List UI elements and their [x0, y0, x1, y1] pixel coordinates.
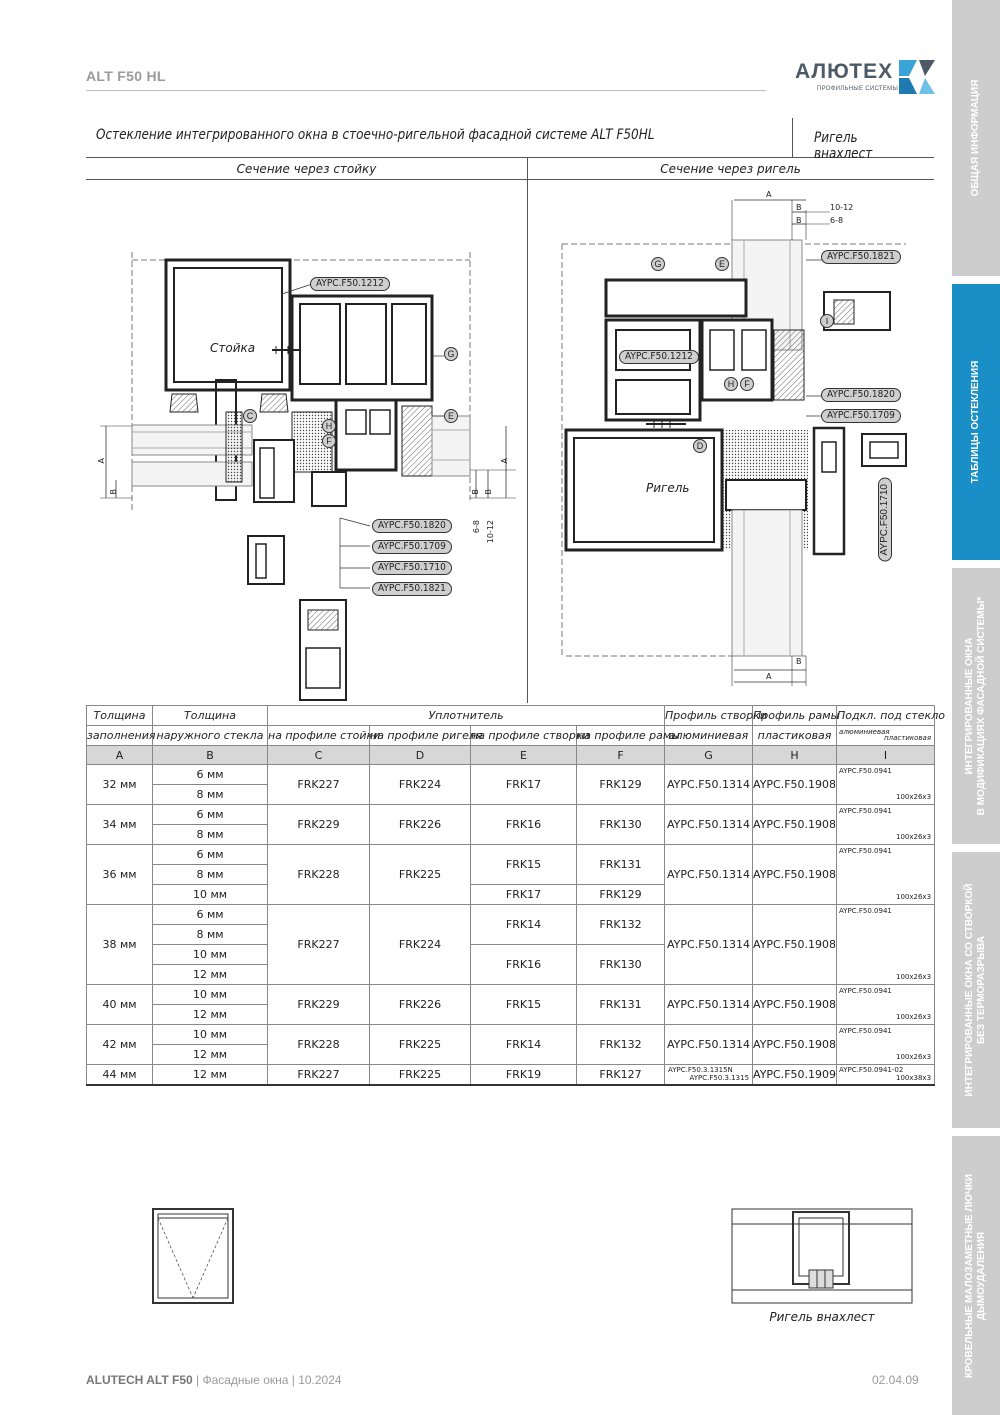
window-opening-diagram	[152, 1208, 234, 1304]
cell-sash-profile	[665, 1065, 753, 1085]
table-header-row-2	[87, 726, 935, 746]
title-divider	[792, 118, 793, 158]
transom-overlap-icon	[731, 1208, 913, 1304]
th-packer-material	[837, 726, 935, 746]
col-letter-c: C	[268, 746, 370, 765]
cell-gasket-mullion: FRK228	[268, 1025, 370, 1065]
packer-code: AYPC.F50.0941	[839, 1027, 892, 1035]
cell-gasket-mullion: FRK227	[268, 765, 370, 805]
table-row	[87, 905, 935, 925]
callout-aypc-f50-1212-right: AYPC.F50.1212	[619, 350, 699, 364]
cell-sash-profile: AYPC.F50.1314	[665, 985, 753, 1025]
packer-code: AYPC.F50.0941	[839, 987, 892, 995]
footer-left	[86, 1373, 342, 1387]
dim-b-left: B	[109, 489, 118, 495]
cell-glass: 8 мм	[153, 925, 268, 945]
cell-gasket-mullion: FRK227	[268, 1065, 370, 1085]
cell-gasket-mullion: FRK229	[268, 985, 370, 1025]
cell-packer	[837, 765, 935, 805]
dim-6-8-right: 6-8	[830, 216, 844, 225]
sidebar-tab-label: ОБЩАЯ ИНФОРМАЦИЯ	[970, 79, 981, 197]
cell-sash-profile: AYPC.F50.1314	[665, 765, 753, 805]
dim-b-right-bottom: B	[796, 657, 802, 666]
glazing-spec-table	[86, 705, 945, 1086]
logo-text: АЛЮТЕХ	[795, 60, 894, 83]
footer-meta: | Фасадные окна | 10.2024	[192, 1373, 342, 1387]
packer-size: 100x26x3	[896, 1012, 932, 1021]
cell-glass: 12 мм	[153, 1065, 268, 1085]
cell-glass: 6 мм	[153, 845, 268, 865]
cell-gasket-sash: FRK14	[471, 905, 577, 945]
sash-profile-code-1: AYPC.F50.3.1315N	[668, 1066, 733, 1075]
cell-gasket-sash: FRK16	[471, 945, 577, 985]
cell-glass: 12 мм	[153, 965, 268, 985]
cell-gasket-transom: FRK224	[370, 765, 471, 805]
cell-sash-profile: AYPC.F50.1314	[665, 845, 753, 905]
cell-gasket-mullion: FRK229	[268, 805, 370, 845]
callout-aypc-f50-1710-left: AYPC.F50.1710	[372, 561, 452, 575]
callout-aypc-f50-1821-right: AYPC.F50.1821	[821, 250, 901, 264]
col-letter-e: E	[471, 746, 577, 765]
callout-aypc-f50-1709-left: AYPC.F50.1709	[372, 540, 452, 554]
cell-gasket-sash: FRK15	[471, 985, 577, 1025]
mullion-section	[100, 252, 516, 700]
packer-code: AYPC.F50.0941	[839, 767, 892, 775]
cell-frame-profile: AYPC.F50.1908	[753, 845, 837, 905]
cell-packer	[837, 985, 935, 1025]
sidebar-tab-label	[964, 1173, 988, 1377]
th-glass-packer: Подкл. под стекло	[837, 706, 935, 726]
packer-code: AYPC.F50.0941	[839, 847, 892, 855]
cell-gasket-sash: FRK14	[471, 1025, 577, 1065]
cell-fill: 36 мм	[87, 845, 153, 905]
cell-gasket-sash: FRK19	[471, 1065, 577, 1085]
marker-f-right: F	[740, 377, 754, 391]
sidebar-tab-glazing-tables[interactable]	[952, 284, 1000, 560]
transom-overlap-caption: Ригель внахлест	[769, 1310, 875, 1324]
packer-size: 100x26x3	[896, 832, 932, 841]
table-row	[87, 765, 935, 785]
packer-code: AYPC.F50.0941	[839, 807, 892, 815]
cell-gasket-transom: FRK225	[370, 1065, 471, 1085]
marker-g-left: G	[444, 347, 458, 361]
mullion-label: Стойка	[210, 341, 256, 355]
packer-size: 100x26x3	[896, 1052, 932, 1061]
cell-gasket-sash: FRK15	[471, 845, 577, 885]
col-letter-f: F	[577, 746, 665, 765]
cell-glass: 10 мм	[153, 945, 268, 965]
sidebar-tab-windows-no-thermal-break[interactable]	[952, 852, 1000, 1128]
cell-gasket-frame: FRK130	[577, 805, 665, 845]
page-title: Остекление интегрированного окна в стоечно-ригельной фасадной системе ALT F50HL	[96, 127, 655, 143]
cell-frame-profile: AYPC.F50.1909	[753, 1065, 837, 1085]
col-letter-a: A	[87, 746, 153, 765]
sidebar-tab-label-line-2: В МОДИФИКАЦИЯХ ФАСАДНОЙ СИСТЕМЫ*	[976, 596, 987, 816]
callout-aypc-f50-1710-right: AYPC.F50.1710	[878, 478, 892, 562]
logo-subtitle: ПРОФИЛЬНЫЕ СИСТЕМЫ	[817, 86, 899, 92]
th-packer-plastic: пластиковая	[884, 733, 932, 742]
cell-glass: 6 мм	[153, 805, 268, 825]
cell-gasket-transom: FRK224	[370, 905, 471, 985]
cell-gasket-transom: FRK226	[370, 805, 471, 845]
col-letter-h: H	[753, 746, 837, 765]
cell-glass: 10 мм	[153, 985, 268, 1005]
window-opening-icon	[152, 1208, 234, 1304]
section-right-title: Сечение через ригель	[660, 162, 801, 176]
callout-aypc-f50-1212-left: AYPC.F50.1212	[310, 277, 390, 291]
sash-profile-code-2: AYPC.F50.3.1315	[689, 1074, 750, 1083]
cell-glass: 8 мм	[153, 785, 268, 805]
cell-gasket-mullion: FRK228	[268, 845, 370, 905]
dim-a-right-bottom: A	[766, 672, 772, 681]
marker-e-left: E	[444, 409, 458, 423]
marker-g-right: G	[651, 257, 665, 271]
marker-h-left: H	[322, 419, 336, 433]
col-letter-g: G	[665, 746, 753, 765]
cell-fill: 42 мм	[87, 1025, 153, 1065]
th-gasket: Уплотнитель	[268, 706, 665, 726]
table-row	[87, 1025, 935, 1045]
title-row	[86, 118, 934, 162]
dim-b-right-top-2: B	[796, 216, 802, 225]
cell-gasket-mullion: FRK227	[268, 905, 370, 985]
sidebar-tab-label	[964, 884, 988, 1097]
page-number: 02.04.09	[872, 1373, 919, 1387]
th-thickness-fill: Толщина	[87, 706, 153, 726]
col-letter-d: D	[370, 746, 471, 765]
technical-drawing	[86, 180, 934, 703]
marker-f-left: F	[322, 434, 336, 448]
dim-b-left-2: B	[471, 489, 480, 495]
table-row	[87, 1065, 935, 1085]
cell-packer	[837, 805, 935, 845]
marker-d: D	[693, 439, 707, 453]
packer-size: 100x26x3	[896, 892, 932, 901]
cell-gasket-transom: FRK225	[370, 845, 471, 905]
cell-gasket-frame: FRK132	[577, 1025, 665, 1065]
cell-gasket-frame: FRK131	[577, 985, 665, 1025]
cell-gasket-sash: FRK17	[471, 885, 577, 905]
th-on-mullion: на профиле стойки	[268, 726, 370, 746]
cell-packer	[837, 1065, 935, 1085]
th-outer-glass: наружного стекла	[153, 726, 268, 746]
table-header-row-1	[87, 706, 935, 726]
col-letter-b: B	[153, 746, 268, 765]
th-plastic: пластиковая	[753, 726, 837, 746]
cell-glass: 6 мм	[153, 765, 268, 785]
sidebar-tab-label-line-1: ИНТЕГРИРОВАННЫЕ ОКНА	[964, 637, 975, 775]
marker-h-right: H	[724, 377, 738, 391]
callout-aypc-f50-1821-left: AYPC.F50.1821	[372, 582, 452, 596]
th-on-sash: на профиле створки	[471, 726, 577, 746]
th-packer-aluminium: алюминиевая	[839, 728, 890, 736]
cell-gasket-transom: FRK226	[370, 985, 471, 1025]
cell-gasket-frame: FRK127	[577, 1065, 665, 1085]
table-row	[87, 845, 935, 865]
marker-e-right: E	[715, 257, 729, 271]
cell-frame-profile: AYPC.F50.1908	[753, 765, 837, 805]
sidebar-tab-label	[964, 597, 988, 816]
cell-fill: 44 мм	[87, 1065, 153, 1085]
sidebar-tab-label: ТАБЛИЦЫ ОСТЕКЛЕНИЯ	[970, 360, 981, 484]
transom-overlap-diagram	[731, 1208, 913, 1304]
transom-section	[562, 200, 906, 686]
cell-gasket-frame: FRK130	[577, 945, 665, 985]
cell-glass: 12 мм	[153, 1005, 268, 1025]
cell-gasket-transom: FRK225	[370, 1025, 471, 1065]
cell-glass: 10 мм	[153, 885, 268, 905]
header-rule	[86, 90, 766, 91]
cell-gasket-frame: FRK129	[577, 885, 665, 905]
sidebar	[952, 0, 1000, 1415]
cell-frame-profile: AYPC.F50.1908	[753, 805, 837, 845]
cell-glass: 8 мм	[153, 825, 268, 845]
th-fill: заполнения	[87, 726, 153, 746]
packer-size: 100x38x3	[896, 1074, 932, 1083]
packer-size: 100x26x3	[896, 972, 932, 981]
packer-code: AYPC.F50.0941	[839, 907, 892, 915]
table-letter-row	[87, 746, 935, 765]
th-thickness-glass: Толщина	[153, 706, 268, 726]
table-row	[87, 985, 935, 1005]
cell-sash-profile: AYPC.F50.1314	[665, 1025, 753, 1065]
sidebar-tab-smoke-hatches[interactable]	[952, 1136, 1000, 1415]
th-aluminium: алюминиевая	[665, 726, 753, 746]
cell-packer	[837, 905, 935, 985]
cell-fill: 34 мм	[87, 805, 153, 845]
dim-10-12-right: 10-12	[830, 203, 854, 212]
packer-code: AYPC.F50.0941-02	[839, 1066, 904, 1074]
cell-glass: 6 мм	[153, 905, 268, 925]
cell-glass: 8 мм	[153, 865, 268, 885]
cell-frame-profile: AYPC.F50.1908	[753, 985, 837, 1025]
cell-glass: 12 мм	[153, 1045, 268, 1065]
cell-fill: 40 мм	[87, 985, 153, 1025]
logo-mark-icon	[897, 56, 937, 96]
dim-b-left-3: B	[484, 489, 493, 495]
cell-fill: 32 мм	[87, 765, 153, 805]
packer-size: 100x26x3	[896, 792, 932, 801]
cell-packer	[837, 845, 935, 905]
callout-aypc-f50-1820-left: AYPC.F50.1820	[372, 519, 452, 533]
marker-i: I	[820, 314, 834, 328]
cell-frame-profile: AYPC.F50.1908	[753, 905, 837, 985]
dim-a-right-top: A	[766, 190, 772, 199]
sidebar-tab-label-line-1: КРОВЕЛЬНЫЕ МАЛОЗАМЕТНЫЕ ЛЮЧКИ	[964, 1173, 975, 1378]
cell-sash-profile: AYPC.F50.1314	[665, 805, 753, 845]
transom-label: Ригель	[646, 481, 690, 495]
cell-gasket-frame: FRK132	[577, 905, 665, 945]
th-sash-profile: Профиль створки	[665, 706, 753, 726]
th-on-transom: на профиле ригеля	[370, 726, 471, 746]
sidebar-tab-label-line-1: ИНТЕГРИРОВАННЫЕ ОКНА СО СТВОРКОЙ	[964, 883, 975, 1097]
cell-packer	[837, 1025, 935, 1065]
cell-gasket-frame: FRK131	[577, 845, 665, 885]
dim-10-12-left: 10-12	[486, 520, 495, 544]
cell-sash-profile: AYPC.F50.1314	[665, 905, 753, 985]
sidebar-tab-general-info[interactable]	[952, 0, 1000, 276]
document-code: ALT F50 HL	[86, 68, 166, 84]
sidebar-tab-label-line-2: ДЫМОУДАЛЕНИЯ	[976, 1231, 987, 1320]
section-drawings-svg	[86, 180, 934, 703]
cell-gasket-sash: FRK17	[471, 765, 577, 805]
callout-aypc-f50-1820-right: AYPC.F50.1820	[821, 388, 901, 402]
cell-frame-profile: AYPC.F50.1908	[753, 1025, 837, 1065]
dim-b-right-top: B	[796, 203, 802, 212]
callout-aypc-f50-1709-right: AYPC.F50.1709	[821, 409, 901, 423]
table-row	[87, 805, 935, 825]
cell-glass: 10 мм	[153, 1025, 268, 1045]
dim-6-8-left: 6-8	[472, 520, 481, 534]
cell-fill: 38 мм	[87, 905, 153, 985]
sidebar-tab-label-line-2: БЕЗ ТЕРМОРАЗРЫВА	[976, 936, 987, 1045]
dim-a-left: A	[97, 458, 106, 464]
col-letter-i: I	[837, 746, 935, 765]
section-left-title: Сечение через стойку	[236, 162, 377, 176]
footer-brand: ALUTECH ALT F50	[86, 1373, 193, 1387]
section-header-row	[86, 158, 934, 180]
cell-gasket-sash: FRK16	[471, 805, 577, 845]
company-logo	[795, 56, 940, 101]
th-on-frame: на профиле рамы	[577, 726, 665, 746]
marker-c: C	[243, 409, 257, 423]
sidebar-tab-integrated-windows[interactable]	[952, 568, 1000, 844]
cell-gasket-frame: FRK129	[577, 765, 665, 805]
th-frame-profile: Профиль рамы	[753, 706, 837, 726]
dim-a-left-2: A	[500, 458, 509, 464]
page-subtitle: Ригель внахлест	[814, 130, 873, 162]
